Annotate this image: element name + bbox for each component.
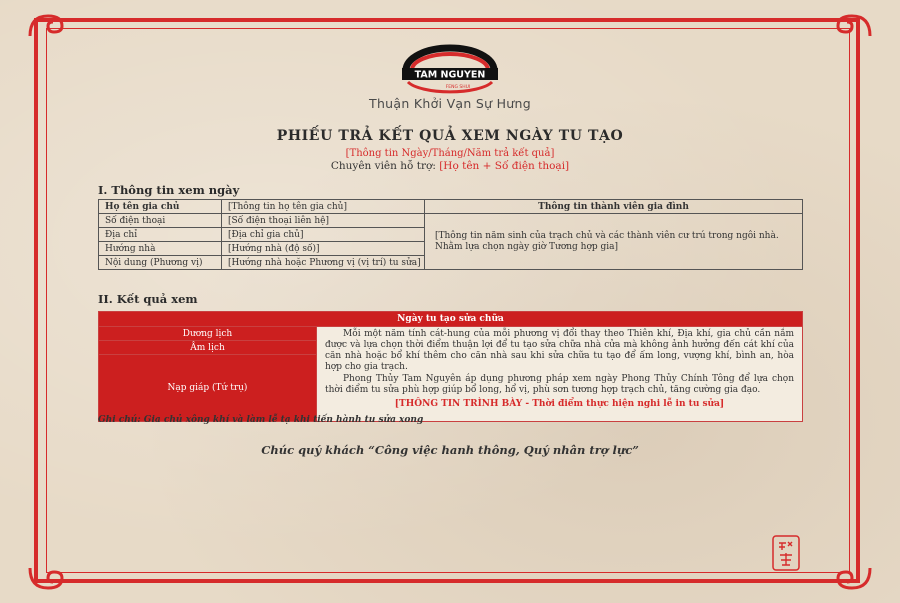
info-table (98, 199, 803, 270)
result-table (98, 311, 803, 422)
corner-ornament-icon (28, 12, 68, 38)
members-info: [Thông tin năm sinh của trạch chủ và các thành viên cư trú trong ngôi nhà. Nhằm lựa chọn ngày giờ Tương hợp gia] (425, 214, 803, 270)
consultant-label: Chuyên viên hỗ trợ: (330, 160, 440, 172)
corner-ornament-icon (832, 566, 872, 592)
consultant-line (0, 160, 900, 172)
brand-logo (398, 44, 502, 94)
row-label: Dương lịch (99, 327, 317, 341)
corner-ornament-icon (28, 566, 68, 592)
corner-ornament-icon (832, 12, 872, 38)
note: Ghi chú: Gia chủ xông khí và làm lễ tạ khi tiến hành tu sửa xong (98, 415, 424, 425)
row-value: [Thông tin họ tên gia chủ] (222, 200, 425, 214)
row-value: [Hướng nhà (độ số)] (222, 242, 425, 256)
row-label: Âm lịch (99, 341, 317, 355)
seal-stamp-icon (772, 535, 800, 571)
members-header: Thông tin thành viên gia đình (425, 200, 803, 214)
row-value: [Địa chỉ gia chủ] (222, 228, 425, 242)
logo-text: TAM NGUYEN (414, 69, 486, 81)
row-label: Hướng nhà (99, 242, 222, 256)
row-value: [Số điện thoại liên hệ] (222, 214, 425, 228)
result-paragraph: Mỗi một năm tính cát-hung của mỗi phương vị đổi thay theo Thiên khí, Địa khí, gia chủ cần nắm được và lựa chọn thời điểm thuận lợi để tu tạo sửa chữa nhà cửa mà không ảnh hưởng đến cát khí của căn nhà hoặc bổ khí thêm cho căn nhà sau khi sửa chữa tu tạo để ấm long, vượng khí, bình an, hòa hợp cho gia trạch. (325, 329, 794, 372)
row-label: Nội dung (Phương vị) (99, 256, 222, 270)
table-row (99, 214, 803, 228)
row-value: [Hướng nhà hoặc Phương vị (vị trí) tu sửa] (222, 256, 803, 270)
consultant-placeholder: [Họ tên + Số điện thoại] (439, 160, 570, 172)
table-row (99, 256, 803, 270)
cta-bold: [THÔNG TIN TRÌNH BÀY (394, 399, 523, 409)
row-label: Nạp giáp (Tứ trụ) (99, 355, 317, 422)
section2-title: II. Kết quả xem (98, 292, 198, 306)
logo-subtext: FENG SHUI (445, 85, 471, 90)
table-row (99, 327, 803, 341)
table-row (99, 200, 803, 214)
row-label: Họ tên gia chủ (99, 200, 222, 214)
result-date-placeholder: [Thông tin Ngày/Tháng/Năm trả kết quả] (345, 148, 555, 159)
row-label: Địa chỉ (99, 228, 222, 242)
result-paragraph: Phong Thủy Tam Nguyên áp dụng phương pháp xem ngày Phong Thủy Chính Tông để lựa chọn thời điểm tu sửa phù hợp giúp bổ long, hổ vị, phù sơn tương hợp trạch chủ, tăng cường gia đạo. (325, 374, 794, 395)
row-label: Số điện thoại (99, 214, 222, 228)
table-row (99, 312, 803, 327)
cta-rest: - Thời điểm thực hiện nghi lễ in tu sửa] (522, 399, 725, 409)
result-table-header: Ngày tu tạo sửa chữa (99, 312, 803, 327)
slogan: Thuận Khởi Vạn Sự Hưng (369, 96, 531, 111)
section1-title: I. Thông tin xem ngày (98, 183, 240, 197)
result-body (317, 327, 803, 422)
result-cta (325, 399, 794, 410)
page-title: PHIẾU TRẢ KẾT QUẢ XEM NGÀY TU TẠO (276, 128, 624, 144)
closing-wish: Chúc quý khách “Công việc hanh thông, Quý nhân trợ lực” (261, 443, 639, 457)
